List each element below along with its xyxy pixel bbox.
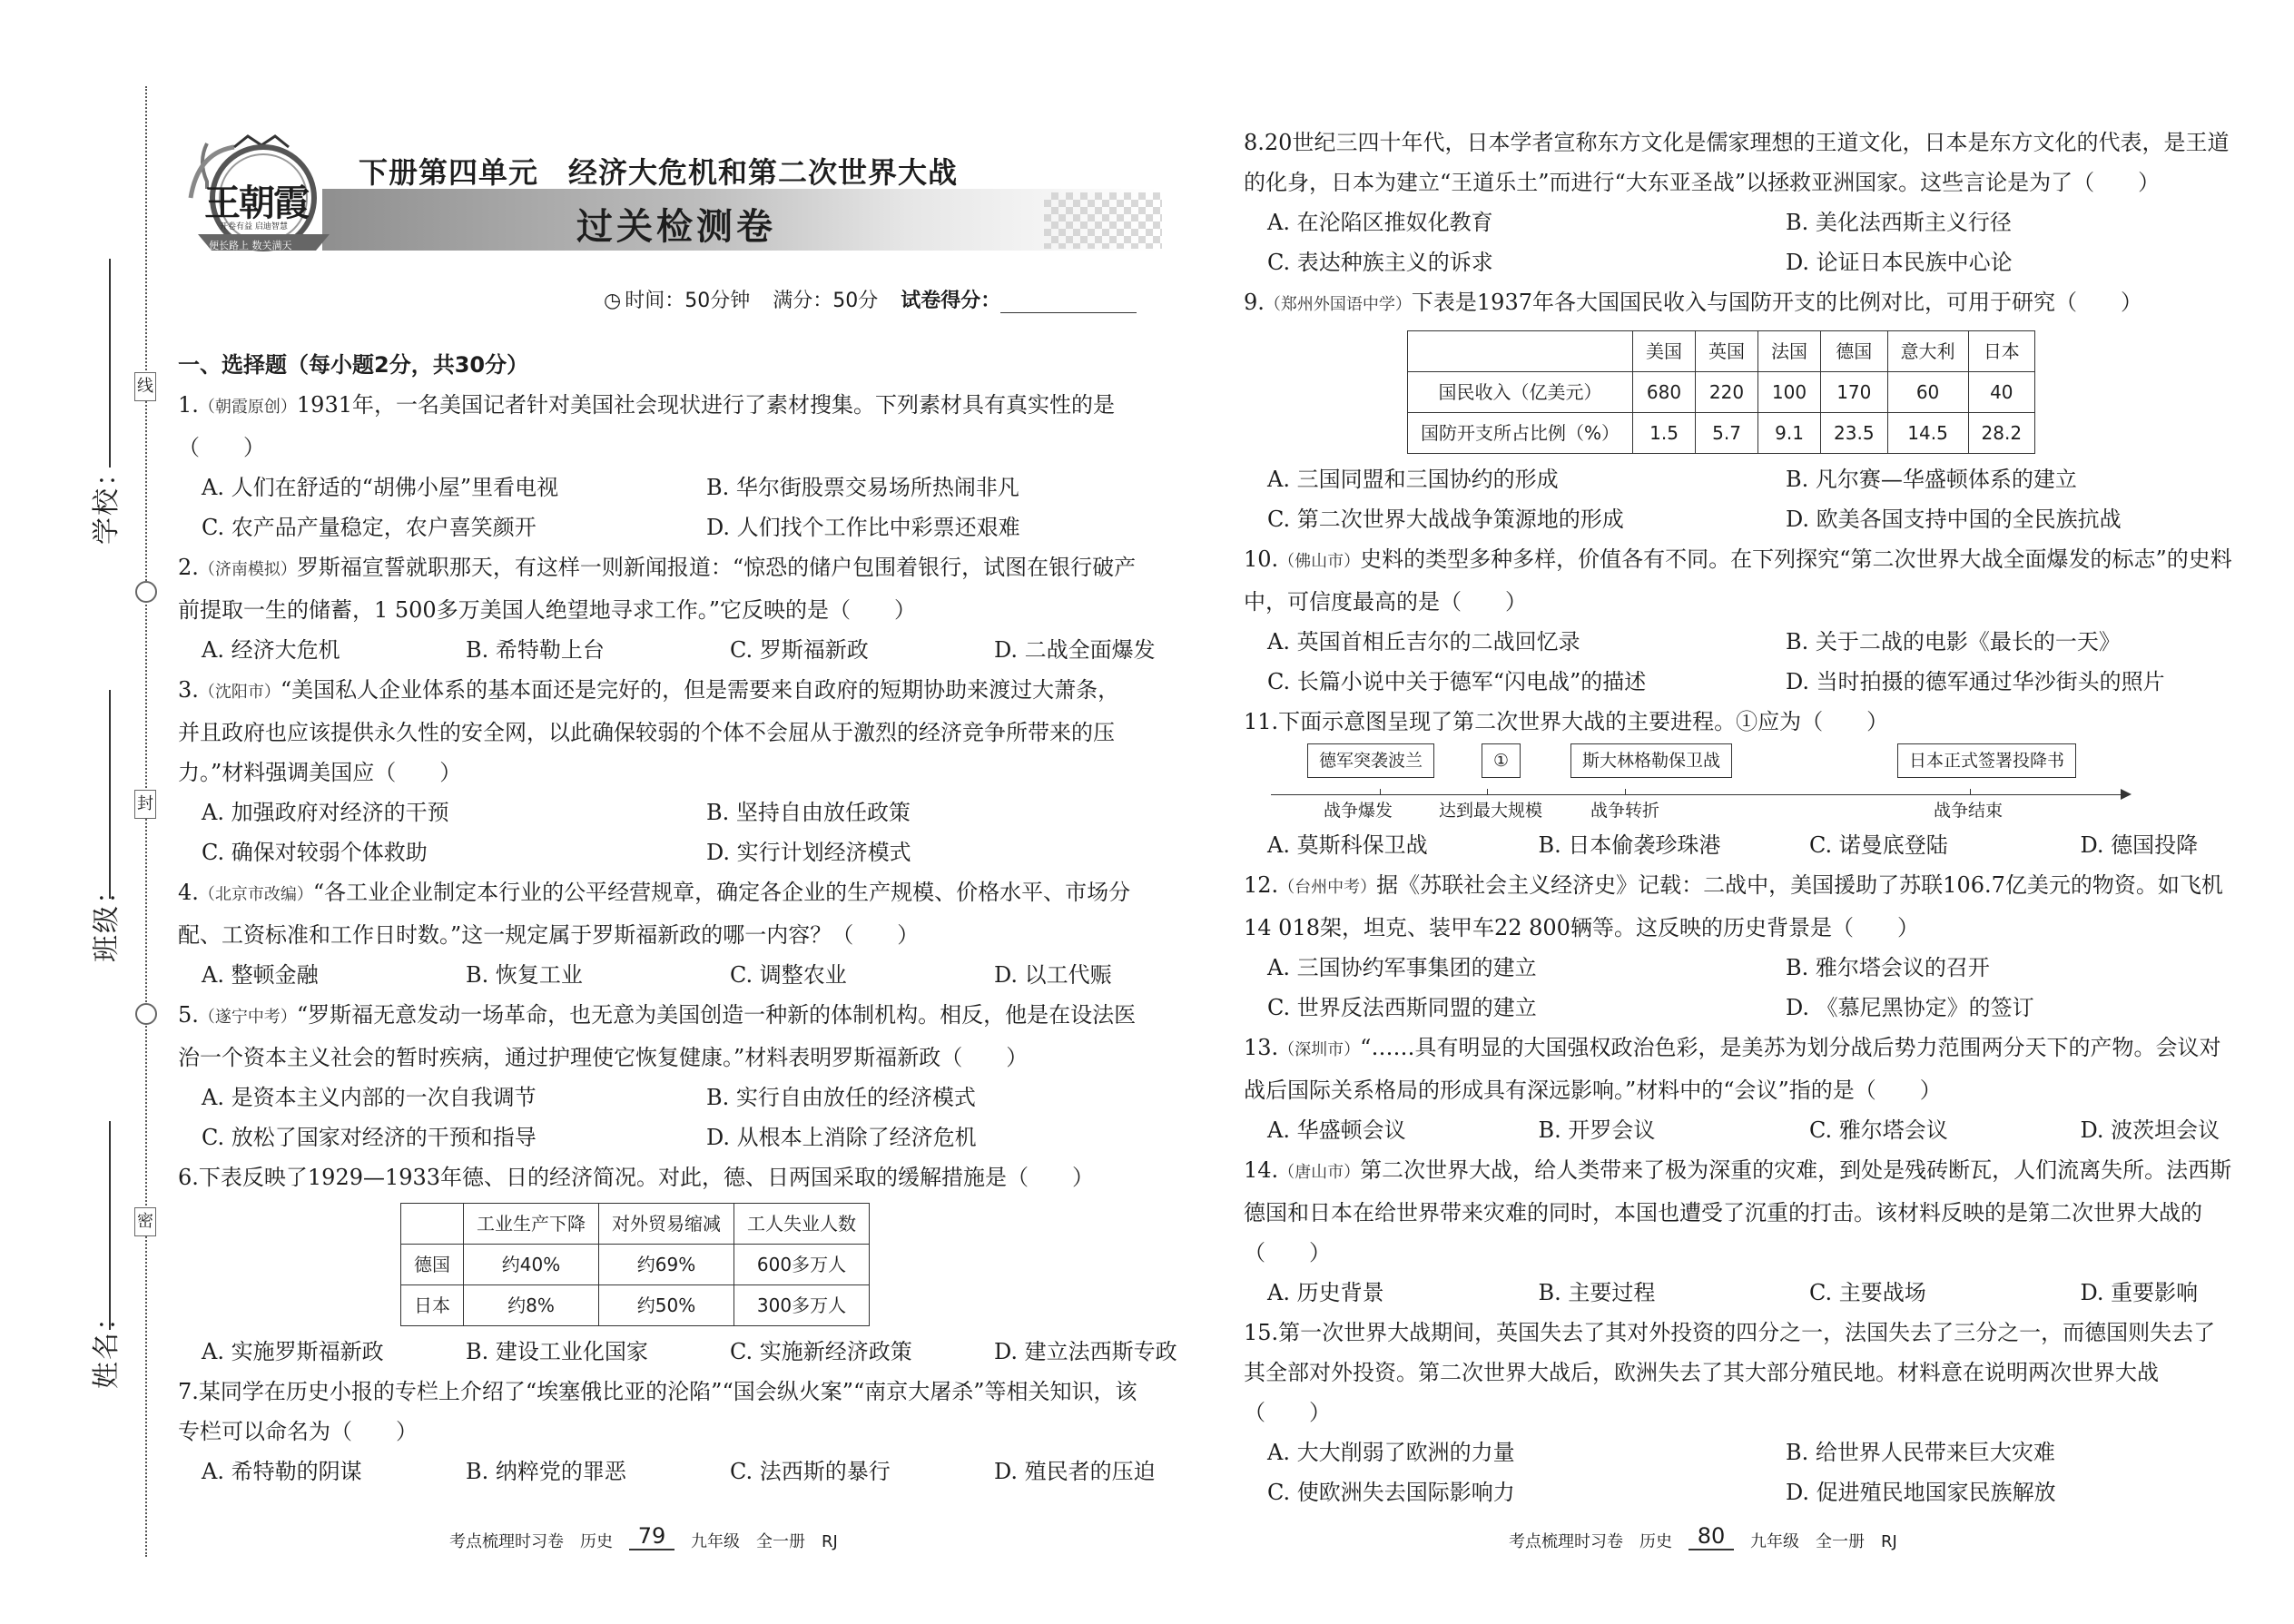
answer-option[interactable]: A. 华盛顿会议 xyxy=(1267,1117,1406,1143)
question-number: 3. xyxy=(178,677,199,703)
margin-mark-xian: 线 xyxy=(134,372,156,401)
answer-options xyxy=(1244,1110,2233,1150)
margin-knot xyxy=(135,1003,157,1025)
table-cell: 680 xyxy=(1633,372,1696,413)
answer-option[interactable]: C. 使欧洲失去国际影响力 xyxy=(1267,1480,1515,1505)
answer-option[interactable]: C. 表达种族主义的诉求 xyxy=(1267,250,1493,275)
answer-option[interactable]: B. 开罗会议 xyxy=(1538,1117,1656,1143)
answer-options xyxy=(1244,1432,2233,1472)
table-cell: 9.1 xyxy=(1758,413,1821,454)
table-cell: 英国 xyxy=(1696,331,1758,372)
answer-options xyxy=(1244,1273,2233,1313)
margin-mark-feng: 封 xyxy=(134,790,156,819)
data-table xyxy=(400,1203,870,1326)
table-cell: 国防开支所占比例（%） xyxy=(1408,413,1633,454)
question xyxy=(178,1372,1140,1452)
question xyxy=(178,872,1140,955)
page-number: 79 xyxy=(629,1523,675,1550)
table-cell: 100 xyxy=(1758,372,1821,413)
timeline-event-box: 德军突袭波兰 xyxy=(1307,743,1434,778)
answer-option[interactable]: B. 主要过程 xyxy=(1538,1280,1656,1305)
question xyxy=(178,547,1140,630)
answer-option[interactable]: A. 大大削弱了欧洲的力量 xyxy=(1267,1440,1515,1465)
table-row xyxy=(1408,372,2035,413)
question xyxy=(1244,539,2233,622)
footer-left xyxy=(449,1523,838,1554)
timeline-stage-label: 战争转折 xyxy=(1590,801,1660,821)
question-number: 10. xyxy=(1244,546,1279,572)
answer-options xyxy=(1244,948,2233,988)
footer-grade: 九年级 全一册 RJ xyxy=(691,1532,838,1551)
question-text: “……具有明显的大国强权政治色彩，是美苏为划分战后势力范围两分天下的产物。会议对战后国际关系格局的形成具有深远影响。”材料中的“会议”指的是（ ） xyxy=(1244,1035,2221,1103)
answer-option[interactable]: A. 希特勒的阴谋 xyxy=(202,1459,362,1484)
exam-time: 时间：50分钟 xyxy=(625,290,751,312)
answer-option[interactable]: A. 整顿金融 xyxy=(202,962,319,988)
table-cell: 5.7 xyxy=(1696,413,1758,454)
question-text: 罗斯福宣誓就职那天，有这样一则新闻报道：“惊恐的储户包围着银行，试图在银行破产前提取一生的储蓄，1 500多万美国人绝望地寻求工作。”它反映的是（ ） xyxy=(178,555,1137,623)
table-cell: 23.5 xyxy=(1821,413,1888,454)
answer-option[interactable]: A. 在沦陷区推奴化教育 xyxy=(1267,210,1493,235)
answer-options xyxy=(1244,1472,2233,1512)
question-source: （朝霞原创） xyxy=(198,398,297,417)
answer-option[interactable]: D. 殖民者的压迫 xyxy=(994,1459,1156,1484)
footer-grade: 九年级 全一册 RJ xyxy=(1750,1532,1897,1551)
table-cell xyxy=(401,1204,464,1245)
answer-option[interactable]: C. 长篇小说中关于德军“闪电战”的描述 xyxy=(1267,669,1647,694)
table-cell: 日本 xyxy=(1968,331,2035,372)
question-number: 4. xyxy=(178,880,199,905)
margin-mark-mi: 密 xyxy=(134,1207,156,1236)
question-text: 1931年，一名美国记者针对美国社会现状进行了素材搜集。下列素材具有真实性的是（ ） xyxy=(178,392,1115,460)
question-text: “罗斯福无意发动一场革命，也无意为美国创造一种新的体制机构。相反，他是在设法医治一个资本主义社会的暂时疾病，通过护理使它恢复健康。”材料表明罗斯福新政（ ） xyxy=(178,1002,1137,1070)
class-fill-line xyxy=(109,690,111,899)
question xyxy=(1244,702,2233,742)
question-number: 6. xyxy=(178,1165,199,1190)
answer-option[interactable]: B. 美化法西斯主义行径 xyxy=(1786,210,2012,235)
checker-decoration xyxy=(1044,192,1162,249)
answer-options xyxy=(178,507,1140,547)
answer-options xyxy=(178,792,1140,832)
question-number: 11. xyxy=(1244,709,1279,734)
table-row xyxy=(401,1285,870,1326)
question-source: （佛山市） xyxy=(1278,552,1361,571)
question xyxy=(178,385,1140,468)
answer-option[interactable]: B. 关于二战的电影《最长的一天》 xyxy=(1786,629,2121,655)
table-cell: 220 xyxy=(1696,372,1758,413)
table-header-row xyxy=(1408,331,2035,372)
answer-option[interactable]: D. 二战全面爆发 xyxy=(994,637,1156,663)
question-text: “各工业企业制定本行业的公平经营规章，确定各企业的生产规模、价格水平、市场分配、工资标准和工作日时数。”这一规定属于罗斯福新政的哪一内容？（ ） xyxy=(178,880,1131,948)
answer-options xyxy=(1244,459,2233,499)
clock-icon: ◷ xyxy=(604,290,622,312)
question xyxy=(178,995,1140,1078)
table-cell: 约50% xyxy=(599,1285,734,1326)
question-text: 据《苏联社会主义经济史》记载：二战中，美国援助了苏联106.7亿美元的物资。如飞机14 018架，坦克、装甲车22 800辆等。这反映的历史背景是（ ） xyxy=(1244,872,2223,940)
question xyxy=(1244,865,2233,948)
timeline-event-box: ① xyxy=(1482,743,1521,778)
answer-option[interactable]: B. 坚持自由放任政策 xyxy=(706,800,911,825)
answer-option[interactable]: B. 华尔街股票交易场所热闹非凡 xyxy=(706,475,1019,500)
table-cell: 法国 xyxy=(1758,331,1821,372)
question-source: （郑州外国语中学） xyxy=(1264,295,1412,314)
table-row xyxy=(1408,413,2035,454)
timeline-stage-label: 达到最大规模 xyxy=(1439,801,1543,821)
answer-option[interactable]: B. 实行自由放任的经济模式 xyxy=(706,1085,976,1110)
question xyxy=(1244,282,2233,325)
table-cell: 约69% xyxy=(599,1245,734,1285)
answer-option[interactable]: B. 纳粹党的罪恶 xyxy=(466,1459,626,1484)
answer-options xyxy=(1244,622,2233,662)
answer-option[interactable]: D. 德国投降 xyxy=(2080,832,2199,858)
question-text: 第二次世界大战，给人类带来了极为深重的灾难，到处是残砖断瓦，人们流离失所。法西斯德国和日本在给世界带来灾难的同时，本国也遭受了沉重的打击。该材料反映的是第二次世界大战的（ ） xyxy=(1244,1157,2232,1265)
table-cell: 国民收入（亿美元） xyxy=(1408,372,1633,413)
unit-title: 下册第四单元 经济大危机和第二次世界大战 xyxy=(359,155,959,190)
table-cell: 日本 xyxy=(401,1285,464,1326)
table-cell: 对外贸易缩减 xyxy=(599,1204,734,1245)
question-source: （唐山市） xyxy=(1278,1163,1361,1182)
answer-option[interactable]: D. 实行计划经济模式 xyxy=(706,840,911,865)
question-text: 下面示意图呈现了第二次世界大战的主要进程。①应为（ ） xyxy=(1278,709,1889,734)
answer-options xyxy=(178,1332,1177,1372)
table-cell: 美国 xyxy=(1633,331,1696,372)
answer-option[interactable]: D. 人们找个工作比中彩票还艰难 xyxy=(706,515,1020,540)
question-number: 9. xyxy=(1244,290,1265,315)
table-cell: 约40% xyxy=(464,1245,599,1285)
table-cell: 60 xyxy=(1887,372,1968,413)
name-label: 姓名： xyxy=(91,1302,123,1389)
answer-option[interactable]: A. 三国同盟和三国协约的形成 xyxy=(1267,467,1559,492)
answer-option[interactable]: B. 希特勒上台 xyxy=(466,637,605,663)
exam-full-score: 满分：50分 xyxy=(773,290,879,312)
answer-option[interactable]: A. 经济大危机 xyxy=(202,637,340,663)
exam-title: 过关检测卷 xyxy=(576,206,776,248)
answer-options xyxy=(1244,499,2233,539)
footer-right xyxy=(1509,1523,1897,1554)
answer-options xyxy=(1244,202,2233,242)
section-heading: 一、选择题（每小题2分，共30分） xyxy=(178,352,529,378)
question xyxy=(178,1157,1140,1197)
answer-options xyxy=(178,955,1140,995)
right-column xyxy=(1244,123,2233,1512)
answer-option[interactable]: B. 给世界人民带来巨大灾难 xyxy=(1786,1440,2055,1465)
footer-series: 考点梳理时习卷 历史 xyxy=(1509,1532,1672,1551)
answer-options xyxy=(178,1452,1156,1491)
answer-option[interactable]: C. 实施新经济政策 xyxy=(730,1339,912,1364)
question xyxy=(178,670,1140,792)
question-text: 某同学在历史小报的专栏上介绍了“埃塞俄比亚的沦陷”“国会纵火案”“南京大屠杀”等相关知识，该专栏可以命名为（ ） xyxy=(178,1379,1137,1444)
school-fill-line xyxy=(109,259,111,468)
question xyxy=(1244,1028,2233,1110)
question-number: 2. xyxy=(178,555,199,580)
name-fill-line xyxy=(109,1121,111,1330)
answer-option[interactable]: C. 世界反法西斯同盟的建立 xyxy=(1267,995,1537,1020)
answer-options xyxy=(178,630,1156,670)
answer-option[interactable]: A. 人们在舒适的“胡佛小屋”里看电视 xyxy=(202,475,559,500)
table-cell: 工业生产下降 xyxy=(464,1204,599,1245)
answer-option[interactable]: B. 建设工业化国家 xyxy=(466,1339,648,1364)
table-cell: 德国 xyxy=(401,1245,464,1285)
answer-option[interactable]: A. 历史背景 xyxy=(1267,1280,1384,1305)
data-table xyxy=(1407,330,2035,454)
answer-options xyxy=(1244,825,2233,865)
class-label: 班级： xyxy=(91,875,123,962)
process-timeline xyxy=(1244,742,2233,825)
answer-option[interactable]: C. 第二次世界大战战争策源地的形成 xyxy=(1267,507,1624,532)
score-field[interactable] xyxy=(1000,292,1137,313)
timeline-arrow-icon xyxy=(2121,789,2132,800)
logo-motto: 开卷有益 启迪智慧 xyxy=(220,222,288,231)
answer-options xyxy=(178,468,1140,507)
question-number: 13. xyxy=(1244,1035,1279,1060)
answer-option[interactable]: D. 当时拍摄的德军通过华沙街头的照片 xyxy=(1786,669,2165,694)
answer-option[interactable]: B. 雅尔塔会议的召开 xyxy=(1786,955,1990,980)
binding-dotted-line xyxy=(145,86,147,1557)
exam-meta xyxy=(604,285,1153,313)
answer-option[interactable]: A. 三国协约军事集团的建立 xyxy=(1267,955,1537,980)
answer-option[interactable]: A. 英国首相丘吉尔的二战回忆录 xyxy=(1267,629,1580,655)
question-number: 7. xyxy=(178,1379,199,1404)
score-label: 试卷得分： xyxy=(901,290,1001,312)
answer-option[interactable]: C. 主要战场 xyxy=(1809,1280,1926,1305)
question-source: （深圳市） xyxy=(1278,1040,1361,1059)
answer-options xyxy=(1244,662,2233,702)
timeline-stage-label: 战争结束 xyxy=(1934,801,2004,821)
question-number: 14. xyxy=(1244,1157,1279,1183)
question-number: 5. xyxy=(178,1002,199,1028)
question-text: 20世纪三四十年代，日本学者宣称东方文化是儒家理想的王道文化，日本是东方文化的代表，是王道的化身，日本为建立“王道乐土”而进行“大东亚圣战”以拯救亚洲国家。这些言论是为了（ ） xyxy=(1244,130,2230,195)
school-label: 学校： xyxy=(91,458,123,545)
page-number: 80 xyxy=(1689,1523,1735,1550)
answer-option[interactable]: D. 促进殖民地国家民族解放 xyxy=(1786,1480,2056,1505)
question xyxy=(1244,123,2233,202)
answer-option[interactable]: A. 是资本主义内部的一次自我调节 xyxy=(202,1085,537,1110)
logo-ribbon-text: 便长路上 数关满天 xyxy=(209,240,292,251)
question-text: 史料的类型多种多样，价值各有不同。在下列探究“第二次世界大战全面爆发的标志”的史料中，可信度最高的是（ ） xyxy=(1244,546,2232,615)
answer-option[interactable]: A. 加强政府对经济的干预 xyxy=(202,800,449,825)
answer-option[interactable]: A. 莫斯科保卫战 xyxy=(1267,832,1428,858)
answer-options xyxy=(1244,988,2233,1028)
answer-option[interactable]: A. 实施罗斯福新政 xyxy=(202,1339,384,1364)
question-source: （济南模拟） xyxy=(198,560,297,579)
timeline-stage-label: 战争爆发 xyxy=(1324,801,1393,821)
question-number: 8. xyxy=(1244,130,1265,155)
answer-option[interactable]: B. 凡尔赛—华盛顿体系的建立 xyxy=(1786,467,2077,492)
answer-option[interactable]: D. 波茨坦会议 xyxy=(2080,1117,2220,1143)
logo-text: 王朝霞 xyxy=(204,182,308,224)
answer-options xyxy=(178,1078,1140,1117)
answer-option[interactable]: C. 雅尔塔会议 xyxy=(1809,1117,1948,1143)
answer-option[interactable]: D. 欧美各国支持中国的全民族抗战 xyxy=(1786,507,2122,532)
question xyxy=(1244,1313,2233,1432)
table-cell: 300多万人 xyxy=(734,1285,870,1326)
question-text: “美国私人企业体系的基本面还是完好的，但是需要来自政府的短期协助来渡过大萧条，并且政府也应该提供永久性的安全网，以此确保较弱的个体不会屈从于激烈的经济竞争所带来的压力。”材料强调美国应（ ） xyxy=(178,677,1120,785)
left-column xyxy=(178,345,1177,1491)
table-cell: 28.2 xyxy=(1968,413,2035,454)
question-number: 1. xyxy=(178,392,199,418)
answer-option[interactable]: B. 日本偷袭珍珠港 xyxy=(1538,832,1721,858)
margin-knot xyxy=(135,581,157,603)
question-text: 下表是1937年各大国国民收入与国防开支的比例对比，可用于研究（ ） xyxy=(1411,290,2142,315)
answer-option[interactable]: C. 法西斯的暴行 xyxy=(730,1459,891,1484)
question xyxy=(1244,1150,2233,1273)
table-cell: 40 xyxy=(1968,372,2035,413)
answer-option[interactable]: C. 罗斯福新政 xyxy=(730,637,869,663)
timeline-event-box: 斯大林格勒保卫战 xyxy=(1570,743,1732,778)
answer-option[interactable]: D. 重要影响 xyxy=(2080,1280,2199,1305)
answer-options xyxy=(1244,242,2233,282)
table-cell: 工人失业人数 xyxy=(734,1204,870,1245)
table-row xyxy=(401,1245,870,1285)
answer-option[interactable]: D. 以工代赈 xyxy=(994,962,1112,988)
question-source: （遂宁中考） xyxy=(198,1008,297,1027)
footer-series: 考点梳理时习卷 历史 xyxy=(449,1532,613,1551)
question-source: （沈阳市） xyxy=(198,683,281,702)
table-cell: 1.5 xyxy=(1633,413,1696,454)
answer-option[interactable]: C. 诺曼底登陆 xyxy=(1809,832,1948,858)
question-number: 15. xyxy=(1244,1320,1279,1345)
table-cell: 14.5 xyxy=(1887,413,1968,454)
answer-option[interactable]: D. 《慕尼黑协定》的签订 xyxy=(1786,995,2034,1020)
answer-options xyxy=(178,832,1140,872)
question-source: （北京市改编） xyxy=(198,885,313,904)
timeline-event-box: 日本正式签署投降书 xyxy=(1897,743,2076,778)
question-text: 第一次世界大战期间，英国失去了其对外投资的四分之一，法国失去了三分之一，而德国则失去了其全部对外投资。第二次世界大战后，欧洲失去了其大部分殖民地。材料意在说明两次世界大战（ ） xyxy=(1244,1320,2216,1425)
table-cell: 约8% xyxy=(464,1285,599,1326)
answer-option[interactable]: C. 调整农业 xyxy=(730,962,847,988)
answer-option[interactable]: C. 农产品产量稳定，农户喜笑颜开 xyxy=(202,515,537,540)
answer-option[interactable]: D. 建立法西斯专政 xyxy=(994,1339,1177,1364)
answer-option[interactable]: D. 从根本上消除了经济危机 xyxy=(706,1125,977,1150)
answer-option[interactable]: C. 确保对较弱个体救助 xyxy=(202,840,428,865)
table-cell: 170 xyxy=(1821,372,1888,413)
answer-option[interactable]: D. 论证日本民族中心论 xyxy=(1786,250,2013,275)
question-number: 12. xyxy=(1244,872,1279,898)
answer-option[interactable]: B. 恢复工业 xyxy=(466,962,583,988)
answer-option[interactable]: C. 放松了国家对经济的干预和指导 xyxy=(202,1125,537,1150)
question-text: 下表反映了1929—1933年德、日的经济简况。对此，德、日两国采取的缓解措施是（ ） xyxy=(198,1165,1095,1190)
question-source: （台州中考） xyxy=(1278,878,1377,897)
table-cell: 意大利 xyxy=(1887,331,1968,372)
table-cell: 600多万人 xyxy=(734,1245,870,1285)
table-cell: 德国 xyxy=(1821,331,1888,372)
answer-options xyxy=(178,1117,1140,1157)
table-cell xyxy=(1408,331,1633,372)
table-header-row xyxy=(401,1204,870,1245)
